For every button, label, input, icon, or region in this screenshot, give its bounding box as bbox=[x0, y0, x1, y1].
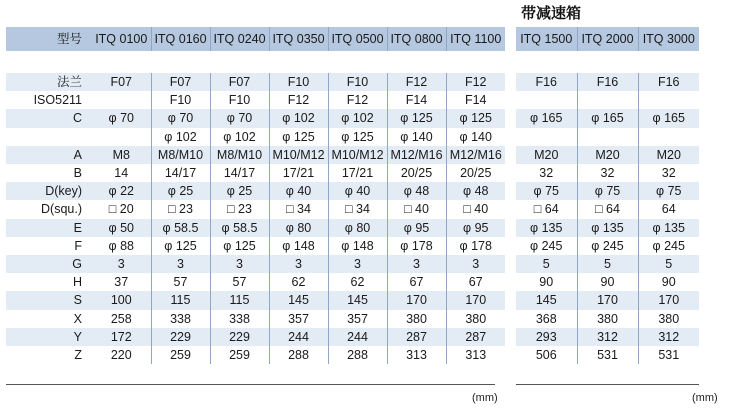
table-cell: φ 80 bbox=[269, 219, 328, 237]
table-cell: φ 125 bbox=[151, 237, 210, 255]
table-row bbox=[516, 310, 699, 328]
right-table-bottom-rule bbox=[516, 384, 699, 385]
table-cell: 20/25 bbox=[387, 164, 446, 182]
table-cell: F12 bbox=[269, 91, 328, 109]
table-cell: φ 102 bbox=[269, 109, 328, 127]
table-cell: φ 148 bbox=[269, 237, 328, 255]
table-row bbox=[516, 200, 699, 218]
header-row bbox=[516, 27, 699, 51]
table-cell: φ 135 bbox=[638, 219, 699, 237]
row-label bbox=[6, 128, 92, 146]
table-cell: φ 140 bbox=[446, 128, 505, 146]
table-cell: 3 bbox=[210, 255, 269, 273]
table-row bbox=[6, 328, 505, 346]
table-cell: 3 bbox=[328, 255, 387, 273]
table-cell: 172 bbox=[92, 328, 151, 346]
row-label: D(squ.) bbox=[41, 202, 82, 217]
table-cell: φ 165 bbox=[516, 109, 577, 127]
spacer-cell bbox=[577, 51, 638, 73]
table-cell: 62 bbox=[269, 273, 328, 291]
table-row bbox=[6, 310, 505, 328]
model-header: ITQ 2000 bbox=[577, 27, 638, 51]
table-cell: φ 75 bbox=[577, 182, 638, 200]
row-label: B bbox=[73, 166, 82, 181]
table-row bbox=[6, 146, 505, 164]
table-cell: M20 bbox=[577, 146, 638, 164]
table-cell: φ 125 bbox=[387, 109, 446, 127]
table-cell: F16 bbox=[516, 73, 577, 91]
table-cell: F16 bbox=[638, 73, 699, 91]
table-row bbox=[516, 91, 699, 109]
table-cell: 145 bbox=[516, 291, 577, 309]
table-row bbox=[6, 91, 505, 109]
table-cell: F10 bbox=[328, 73, 387, 91]
table-row bbox=[6, 200, 505, 218]
spacer-cell bbox=[269, 51, 328, 73]
table-cell: 357 bbox=[269, 310, 328, 328]
table-row bbox=[516, 73, 699, 91]
table-cell: 37 bbox=[114, 275, 129, 290]
table-cell: 170 bbox=[446, 291, 505, 309]
table-cell: φ 70 bbox=[210, 109, 269, 127]
table-cell: φ 125 bbox=[269, 128, 328, 146]
table-row bbox=[516, 219, 699, 237]
table-row bbox=[6, 346, 505, 364]
row-label: ISO5211 bbox=[33, 93, 82, 108]
table-cell: 287 bbox=[387, 328, 446, 346]
table-cell: 3 bbox=[151, 255, 210, 273]
table-cell: 357 bbox=[328, 310, 387, 328]
spacer-cell bbox=[638, 51, 699, 73]
table-cell: 259 bbox=[210, 346, 269, 364]
table-cell: φ 48 bbox=[387, 182, 446, 200]
table-cell: 3 bbox=[269, 255, 328, 273]
row-label: C bbox=[6, 109, 92, 127]
table-cell: 338 bbox=[210, 310, 269, 328]
table-cell: 380 bbox=[387, 310, 446, 328]
spacer-cell bbox=[92, 51, 151, 73]
header-model-label: 型号 bbox=[6, 27, 92, 51]
table-cell: 20/25 bbox=[446, 164, 505, 182]
row-label: H bbox=[72, 275, 82, 290]
table-cell: □ 23 bbox=[151, 200, 210, 218]
row-label: A bbox=[6, 146, 92, 164]
table-cell: 5 bbox=[516, 255, 577, 273]
left-unit-label: (mm) bbox=[472, 392, 498, 404]
row-label: Z bbox=[74, 348, 82, 363]
table-cell: φ 25 bbox=[151, 182, 210, 200]
table-cell: φ 245 bbox=[530, 238, 563, 253]
table-cell: φ 165 bbox=[638, 109, 699, 127]
model-header: ITQ 0100 bbox=[92, 27, 151, 51]
table-cell: 67 bbox=[387, 273, 446, 291]
table-row bbox=[6, 128, 505, 146]
table-cell: φ 75 bbox=[516, 182, 577, 200]
table-cell: 229 bbox=[151, 328, 210, 346]
table-cell: F16 bbox=[577, 73, 638, 91]
table-cell: 57 bbox=[151, 273, 210, 291]
table-cell: M10/M12 bbox=[269, 146, 328, 164]
table-cell: 368 bbox=[535, 311, 557, 326]
table-cell: 313 bbox=[387, 346, 446, 364]
table-row bbox=[516, 237, 699, 255]
table-cell: 67 bbox=[446, 273, 505, 291]
row-label: S bbox=[6, 291, 92, 309]
table-cell: 288 bbox=[269, 346, 328, 364]
table-cell: F07 bbox=[210, 73, 269, 91]
table-cell: 32 bbox=[577, 164, 638, 182]
table-row bbox=[516, 128, 699, 146]
table-cell: 293 bbox=[516, 328, 577, 346]
table-row bbox=[516, 146, 699, 164]
table-cell: 3 bbox=[92, 255, 151, 273]
table-cell: 312 bbox=[638, 328, 699, 346]
table-cell: 244 bbox=[328, 328, 387, 346]
table-row bbox=[6, 237, 505, 255]
row-label: F bbox=[74, 238, 82, 253]
table-cell: 90 bbox=[539, 275, 554, 290]
table-cell: 5 bbox=[577, 255, 638, 273]
model-header: ITQ 0160 bbox=[151, 27, 210, 51]
table-cell: φ 135 bbox=[577, 219, 638, 237]
table-row bbox=[6, 219, 505, 237]
table-cell: 288 bbox=[328, 346, 387, 364]
table-cell: φ 125 bbox=[210, 237, 269, 255]
table-cell: F12 bbox=[446, 73, 505, 91]
table-cell: φ 102 bbox=[210, 128, 269, 146]
spacer-cell bbox=[6, 51, 92, 73]
table-cell bbox=[638, 128, 699, 146]
table-cell: φ 48 bbox=[446, 182, 505, 200]
table-row bbox=[516, 182, 699, 200]
table-cell: 62 bbox=[328, 273, 387, 291]
table-cell: 244 bbox=[269, 328, 328, 346]
table-cell bbox=[577, 91, 638, 109]
table-row bbox=[516, 109, 699, 127]
table-cell: □ 40 bbox=[387, 200, 446, 218]
spacer-row bbox=[6, 51, 505, 73]
table-cell: □ 23 bbox=[210, 200, 269, 218]
model-header: ITQ 1100 bbox=[446, 27, 505, 51]
table-cell: 380 bbox=[638, 310, 699, 328]
table-cell: 32 bbox=[638, 164, 699, 182]
table-cell bbox=[92, 128, 151, 146]
table-row bbox=[6, 273, 505, 291]
table-cell: 32 bbox=[539, 165, 554, 180]
table-cell: 170 bbox=[577, 291, 638, 309]
table-cell: 100 bbox=[92, 291, 151, 309]
table-row bbox=[516, 164, 699, 182]
spacer-cell bbox=[328, 51, 387, 73]
table-cell: φ 88 bbox=[108, 238, 134, 253]
header-row bbox=[6, 27, 505, 51]
spacer-cell bbox=[446, 51, 505, 73]
table-cell bbox=[577, 128, 638, 146]
table-cell: 14 bbox=[114, 166, 129, 181]
table-cell: φ 40 bbox=[328, 182, 387, 200]
table-cell: 258 bbox=[110, 311, 132, 326]
table-cell: □ 20 bbox=[108, 202, 134, 217]
table-cell: 90 bbox=[638, 273, 699, 291]
table-cell: 380 bbox=[577, 310, 638, 328]
row-label: E bbox=[6, 219, 92, 237]
table-cell: M20 bbox=[638, 146, 699, 164]
table-cell: 287 bbox=[446, 328, 505, 346]
table-cell: □ 64 bbox=[577, 200, 638, 218]
table-cell: 380 bbox=[446, 310, 505, 328]
spacer-cell bbox=[210, 51, 269, 73]
table-cell: 17/21 bbox=[328, 164, 387, 182]
table-cell: 5 bbox=[638, 255, 699, 273]
table-cell: φ 75 bbox=[638, 182, 699, 200]
table-cell: φ 245 bbox=[638, 237, 699, 255]
table-row bbox=[516, 346, 699, 364]
left-table-bottom-rule bbox=[6, 384, 495, 385]
table-row bbox=[516, 291, 699, 309]
table-cell: 338 bbox=[151, 310, 210, 328]
table-cell: φ 102 bbox=[328, 109, 387, 127]
table-cell: 115 bbox=[210, 291, 269, 309]
table-row bbox=[516, 328, 699, 346]
table-cell: 14/17 bbox=[210, 164, 269, 182]
model-header: ITQ 0240 bbox=[210, 27, 269, 51]
table-cell: F10 bbox=[151, 91, 210, 109]
row-label: G bbox=[6, 255, 92, 273]
table-cell: 312 bbox=[577, 328, 638, 346]
table-cell: M10/M12 bbox=[328, 146, 387, 164]
table-cell: φ 140 bbox=[387, 128, 446, 146]
table-cell: □ 64 bbox=[533, 202, 559, 217]
table-cell bbox=[638, 91, 699, 109]
table-cell: M8 bbox=[92, 146, 151, 164]
spacer-cell bbox=[151, 51, 210, 73]
row-label: Y bbox=[6, 328, 92, 346]
model-header: ITQ 0350 bbox=[269, 27, 328, 51]
table-cell: φ 178 bbox=[387, 237, 446, 255]
left-spec-table bbox=[6, 27, 505, 364]
table-cell: 57 bbox=[210, 273, 269, 291]
table-cell: 229 bbox=[210, 328, 269, 346]
table-cell: 145 bbox=[269, 291, 328, 309]
table-cell: φ 148 bbox=[328, 237, 387, 255]
table-cell bbox=[92, 91, 151, 109]
table-cell: 14/17 bbox=[151, 164, 210, 182]
table-cell: φ 245 bbox=[577, 237, 638, 255]
right-spec-table bbox=[516, 27, 699, 364]
spacer-cell bbox=[387, 51, 446, 73]
table-row bbox=[6, 182, 505, 200]
table-cell bbox=[516, 128, 577, 146]
table-cell: φ 70 bbox=[92, 109, 151, 127]
table-cell: φ 125 bbox=[328, 128, 387, 146]
table-cell: M12/M16 bbox=[446, 146, 505, 164]
table-row bbox=[6, 164, 505, 182]
model-header: ITQ 0500 bbox=[328, 27, 387, 51]
table-cell: φ 95 bbox=[387, 219, 446, 237]
table-cell: F07 bbox=[92, 73, 151, 91]
table-cell: φ 80 bbox=[328, 219, 387, 237]
table-cell: □ 40 bbox=[446, 200, 505, 218]
row-label: 法兰 bbox=[6, 73, 92, 91]
row-label: D(key) bbox=[6, 182, 92, 200]
table-cell: F10 bbox=[269, 73, 328, 91]
table-cell: 259 bbox=[151, 346, 210, 364]
table-cell: M8/M10 bbox=[151, 146, 210, 164]
table-cell: 64 bbox=[638, 200, 699, 218]
table-cell: F10 bbox=[210, 91, 269, 109]
table-row bbox=[516, 273, 699, 291]
model-header: ITQ 1500 bbox=[516, 27, 577, 51]
table-cell: M20 bbox=[516, 146, 577, 164]
table-cell: M12/M16 bbox=[387, 146, 446, 164]
table-cell bbox=[516, 91, 577, 109]
table-cell: 115 bbox=[151, 291, 210, 309]
table-cell: F14 bbox=[446, 91, 505, 109]
table-cell: F07 bbox=[151, 73, 210, 91]
table-row bbox=[6, 109, 505, 127]
model-header: ITQ 0800 bbox=[387, 27, 446, 51]
table-cell: φ 125 bbox=[446, 109, 505, 127]
table-cell: 170 bbox=[638, 291, 699, 309]
table-cell: φ 58.5 bbox=[210, 219, 269, 237]
table-cell: φ 178 bbox=[446, 237, 505, 255]
table-cell: M8/M10 bbox=[210, 146, 269, 164]
table-cell: F12 bbox=[328, 91, 387, 109]
table-cell: 90 bbox=[577, 273, 638, 291]
table-cell: F12 bbox=[387, 73, 446, 91]
gearbox-section-title: 带减速箱 bbox=[521, 5, 582, 22]
table-cell: 3 bbox=[446, 255, 505, 273]
table-cell: F14 bbox=[387, 91, 446, 109]
table-cell: □ 34 bbox=[328, 200, 387, 218]
table-row bbox=[6, 73, 505, 91]
table-cell: 506 bbox=[535, 348, 557, 363]
table-row bbox=[516, 255, 699, 273]
table-cell: 170 bbox=[387, 291, 446, 309]
table-cell: φ 50 bbox=[92, 219, 151, 237]
table-cell: 220 bbox=[110, 348, 132, 363]
table-cell: φ 135 bbox=[516, 219, 577, 237]
table-cell: φ 95 bbox=[446, 219, 505, 237]
table-cell: φ 165 bbox=[577, 109, 638, 127]
spacer-row bbox=[516, 51, 699, 73]
spacer-cell bbox=[516, 51, 577, 73]
table-cell: φ 102 bbox=[151, 128, 210, 146]
table-cell: φ 25 bbox=[210, 182, 269, 200]
table-cell: 313 bbox=[446, 346, 505, 364]
table-row bbox=[6, 255, 505, 273]
table-row bbox=[6, 291, 505, 309]
table-cell: φ 40 bbox=[269, 182, 328, 200]
table-cell: φ 58.5 bbox=[151, 219, 210, 237]
table-cell: 531 bbox=[577, 346, 638, 364]
table-cell: 17/21 bbox=[269, 164, 328, 182]
table-cell: □ 34 bbox=[269, 200, 328, 218]
table-cell: φ 70 bbox=[151, 109, 210, 127]
table-cell: 3 bbox=[387, 255, 446, 273]
table-cell: φ 22 bbox=[92, 182, 151, 200]
table-cell: 145 bbox=[328, 291, 387, 309]
table-cell: 531 bbox=[638, 346, 699, 364]
model-header: ITQ 3000 bbox=[638, 27, 699, 51]
right-unit-label: (mm) bbox=[692, 392, 718, 404]
row-label: X bbox=[73, 311, 82, 326]
